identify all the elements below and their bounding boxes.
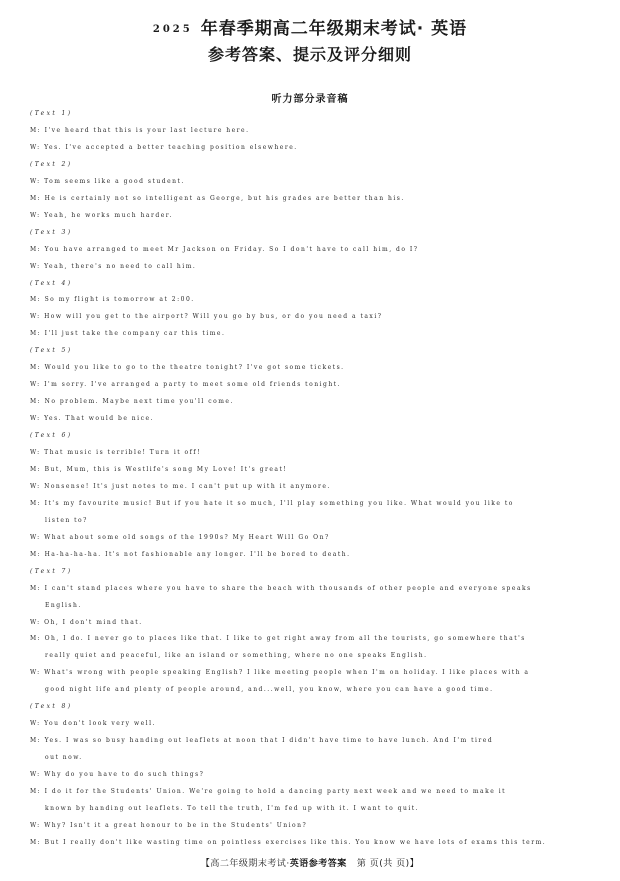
transcript-line: M: Oh, I do. I never go to places like that. I like to get right away from all the tourists, go somewhere that's [30,635,526,643]
text-section-label: (Text 4) [30,279,73,287]
transcript-line: W: I'm sorry. I've arranged a party to meet some old friends tonight. [30,381,342,389]
footer-page: 第 [356,859,367,869]
transcript-line: M: But, Mum, this is Westlife's song My Love! It's great! [30,465,288,473]
transcript-line: W: You don't look very well. [30,720,156,728]
transcript-line: W: Nonsense! It's just notes to me. I can't put up with it anymore. [30,482,331,490]
transcript-line: M: I can't stand places where you have to share the beach with thousands of other people and everyone speaks [30,584,532,592]
transcript-line: English. [45,601,82,609]
transcript-line: M: You have arranged to meet Mr Jackson on Friday. So I don't have to call him, do I? [30,245,419,253]
transcript-line: W: Yeah, there's no need to call him. [30,262,197,270]
text-section-label: (Text 2) [30,160,73,168]
text-section-label: (Text 1) [30,110,73,117]
text-section-label: (Text 3) [30,228,73,236]
transcript-line: M: I do it for the Students' Union. We're going to hold a dancing party next week and we need to make it [30,788,507,795]
transcript-line: M: So my flight is tomorrow at 2:00. [30,296,195,304]
text-section-label: (Text 7) [30,567,73,575]
footer-exam: 高二年级期末考试· [210,859,290,869]
footer-total: 页(共 [369,859,393,869]
transcript-line: M: Ha-ha-ha-ha. It's not fashionable any longer. I'll be bored to death. [30,550,351,558]
transcript-line: W: How will you get to the airport? Will you go by bus, or do you need a taxi? [30,313,383,321]
text-section-label: (Text 6) [30,432,73,440]
transcript-line: W: Why? Isn't it a great honour to be in the Students' Union? [30,821,308,829]
transcript-line: out now. [45,754,83,762]
transcript-line: W: What about some old songs of the 1990s? My Heart Will Go On? [30,533,330,541]
transcript-line: M: Yes. I was so busy handing out leaflets at noon that I didn't have time to have lunch. And I'm tired [30,737,494,745]
transcript-line: M: He is certainly not so intelligent as George, but his grades are better than his. [30,194,405,202]
transcript-line: W: Yeah, he works much harder. [30,211,173,219]
transcript-line: W: Tom seems like a good student. [30,177,185,185]
footer-subject: 英语参考答案 [289,859,347,869]
page-subtitle: 参考答案、提示及评分细则 [207,45,412,64]
transcript-line: W: Yes. I've accepted a better teaching position elsewhere. [30,143,298,151]
transcript-line: M: I've heard that this is your last lecture here. [30,126,250,134]
footer-bracket-right: 】 [409,859,420,869]
transcript-line: W: Yes. That would be nice. [30,415,154,423]
text-section-label: (Text 8) [30,703,73,711]
transcript-line: W: What's wrong with people speaking English? I like meeting people when I'm on holiday. I like places with a [30,669,530,677]
page-footer [0,856,620,869]
transcript-line: M: I'll just take the company car this time. [30,330,226,338]
text-section-label: (Text 5) [30,347,73,355]
transcript-line: M: But I really don't like wasting time on pointless exercises like this. You know we have lots of exams this term. [30,838,547,846]
transcript-line: M: It's my favourite music! But if you hate it so much, I'll play something you like. What would you like to [30,499,514,507]
transcript-line: really quiet and peaceful, like an island or something, where no one speaks English. [45,652,428,660]
title-text: 年春季期高二年级期末考试· 英语 [200,19,468,39]
transcript-line: W: Oh, I don't mind that. [30,618,143,626]
transcript-line: listen to? [45,516,88,524]
footer-end: 页) [396,859,410,869]
transcript-line: known by handing out leaflets. To tell the truth, I'm fed up with it. I want to quit. [45,804,420,812]
transcript-line: W: That music is terrible! Turn it off! [30,449,202,456]
transcript-line: M: No problem. Maybe next time you'll come. [30,398,234,406]
transcript-line: W: Why do you have to do such things? [30,771,205,779]
transcript-line: good night life and plenty of people around, and...well, you know, where you can have a good time. [45,686,494,694]
footer-bracket-left: 【 [200,859,211,869]
section-title: 听力部分录音稿 [271,94,349,105]
title-year: 2025 [152,24,193,35]
transcript-line: M: Would you like to go to the theatre tonight? I've got some tickets. [30,364,345,372]
page-title [0,14,620,39]
